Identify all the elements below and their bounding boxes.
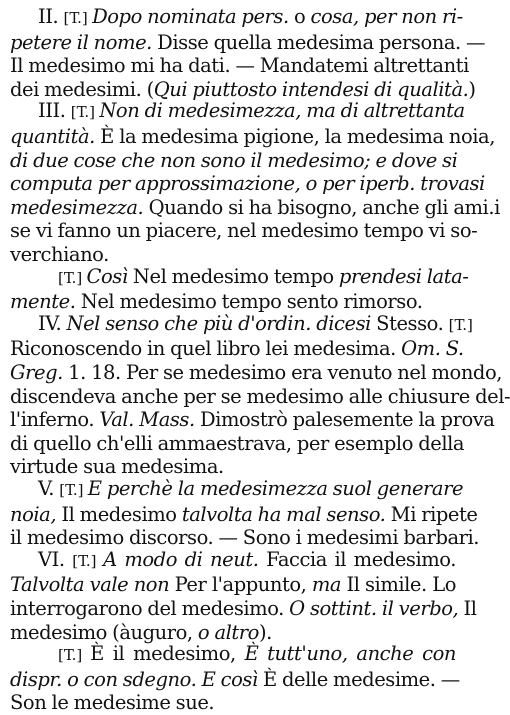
- italic-run: mente.: [10, 290, 81, 314]
- italic-run: Non di medesimezza, ma di altrettanta: [99, 99, 465, 123]
- sense-VI: [10, 547, 477, 644]
- source-tag: [T.]: [448, 315, 473, 334]
- text-line: [10, 195, 500, 220]
- text-run: Per l'appunto,: [174, 573, 312, 597]
- text-run: È il medesimo,: [90, 642, 245, 666]
- italic-run: Val. Mass.: [99, 408, 200, 432]
- source-tag: [T.]: [58, 646, 91, 665]
- italic-run: Qui piuttosto intendesi di qualità.: [153, 77, 469, 101]
- text-run: Dimostrò palesemente la prova: [199, 408, 495, 432]
- source-tag: [T.]: [72, 551, 104, 570]
- text-line: [10, 311, 473, 338]
- italic-run: o altro: [197, 620, 259, 644]
- italic-run: Dopo nominata pers.: [92, 5, 294, 28]
- text-line: [10, 621, 456, 645]
- text-run: Son le medesime sue.: [10, 691, 215, 715]
- text-line: [10, 5, 463, 31]
- text-run: l'inferno.: [10, 408, 100, 432]
- text-line: [10, 264, 469, 291]
- italic-run: petere il nome.: [10, 30, 158, 54]
- text-run: verchiano.: [10, 242, 109, 266]
- text-run: VI.: [38, 547, 73, 571]
- text-line: [10, 548, 456, 574]
- sense-III: [10, 99, 500, 266]
- text-line: [10, 219, 478, 243]
- text-run: Stesso.: [376, 311, 449, 335]
- sense-III-subentry: [10, 264, 469, 314]
- italic-run: prendesi lata-: [338, 264, 469, 288]
- italic-run: E così: [201, 667, 263, 691]
- text-run: o: [293, 5, 311, 28]
- text-run: discendeva anche per se medesimo alle chiusure del-: [10, 384, 510, 408]
- text-line: [10, 243, 456, 267]
- italic-run: quantità.: [10, 124, 101, 148]
- text-line: [10, 408, 495, 432]
- sense-V: [10, 477, 480, 550]
- italic-run: Greg.: [10, 360, 69, 384]
- text-run: ).: [258, 620, 272, 644]
- text-run: Il medesimo: [61, 502, 182, 526]
- text-run: È delle medesime. —: [262, 667, 460, 691]
- text-line: [10, 172, 485, 196]
- text-line: [10, 642, 456, 668]
- text-run: medesimo (àuguro,: [10, 620, 198, 644]
- text-run: Il: [463, 596, 477, 620]
- text-run: Riconoscendo in quel libro lei medesima.: [10, 337, 402, 361]
- sense-VI-subentry: [10, 642, 460, 715]
- text-line: [10, 596, 477, 621]
- source-tag: [T.]: [59, 481, 88, 499]
- text-line: [10, 691, 456, 715]
- italic-run: E perchè la medesimezza suol generare: [87, 477, 464, 500]
- text-run: il medesimo discorso. — Sono i medesimi barbari.: [10, 526, 480, 550]
- sense-II: [10, 5, 486, 101]
- italic-run: noia,: [10, 502, 62, 526]
- text-line: [10, 667, 460, 692]
- text-run: 1. 18. Per se medesimo era venuto nel mondo,: [68, 360, 502, 384]
- italic-run: di due cose che non sono il medesimo; e dove si: [10, 148, 458, 172]
- text-run: Nel medesimo tempo: [132, 264, 339, 288]
- text-run: virtude sua medesima.: [10, 455, 224, 479]
- text-run: È la medesima pigione, la medesima noia,: [100, 124, 495, 148]
- italic-run: talvolta ha mal senso.: [181, 502, 391, 526]
- text-line: [10, 502, 478, 527]
- text-run: Faccia il medesimo.: [266, 547, 456, 571]
- italic-run: A modo di neut.: [103, 547, 267, 571]
- italic-run: Talvolta vale non: [10, 573, 175, 597]
- text-line: [10, 54, 469, 78]
- text-run: V.: [38, 477, 60, 500]
- italic-run: ma: [311, 573, 347, 597]
- source-tag: [T.]: [58, 268, 87, 287]
- text-run: II.: [38, 5, 64, 28]
- text-line: [10, 124, 495, 149]
- italic-run: anche con: [356, 642, 457, 666]
- text-run: Disse quella medesima persona. —: [157, 30, 486, 54]
- text-line: [10, 455, 456, 479]
- text-line: [10, 477, 464, 503]
- text-run: IV.: [38, 311, 67, 335]
- italic-run: medesimezza.: [10, 195, 149, 219]
- text-run: III.: [38, 99, 71, 123]
- text-line: [10, 77, 476, 102]
- text-run: ): [468, 77, 476, 101]
- text-run: interrogarono del medesimo.: [10, 596, 290, 620]
- italic-run: cosa, per non ri-: [310, 5, 463, 28]
- source-tag: [T.]: [70, 103, 100, 122]
- text-run: Quando si ha bisogno, anche gli ami.i: [148, 195, 500, 219]
- italic-run: Nel senso che più d'ordin. dicesi: [66, 311, 377, 335]
- italic-run: Così: [86, 264, 133, 288]
- text-line: [10, 337, 464, 361]
- italic-run: Om. S.: [401, 337, 464, 361]
- text-line: [10, 384, 510, 409]
- text-line: [10, 431, 465, 456]
- italic-run: È tutt'uno,: [244, 642, 357, 666]
- text-line: [10, 149, 456, 173]
- text-run: dei medesimi. (: [10, 77, 154, 101]
- text-line: [10, 290, 456, 314]
- text-run: di quello ch'elli ammaestrava, per esemplo della: [10, 431, 465, 455]
- text-run: se vi fanno un piacere, nel medesimo tempo vi so-: [10, 219, 478, 243]
- text-run: Il simile. Lo: [346, 573, 456, 597]
- text-run: Nel medesimo tempo sento rimorso.: [80, 290, 423, 314]
- text-line: [10, 360, 502, 385]
- text-run: Mi ripete: [390, 502, 478, 526]
- text-line: [10, 526, 480, 550]
- sense-IV: [10, 311, 510, 479]
- text-run: Il medesimo mi ha dati. — Mandatemi altrettanti: [10, 54, 469, 78]
- source-tag: [T.]: [63, 9, 93, 27]
- italic-run: o con sdegno.: [67, 667, 202, 691]
- text-line: [10, 30, 486, 55]
- text-line: [10, 573, 456, 597]
- italic-run: O sottint. il verbo,: [289, 596, 464, 620]
- text-line: [10, 99, 465, 125]
- italic-run: dispr.: [10, 667, 68, 691]
- italic-run: computa per approssimazione, o per iperb. trovasi: [10, 172, 485, 196]
